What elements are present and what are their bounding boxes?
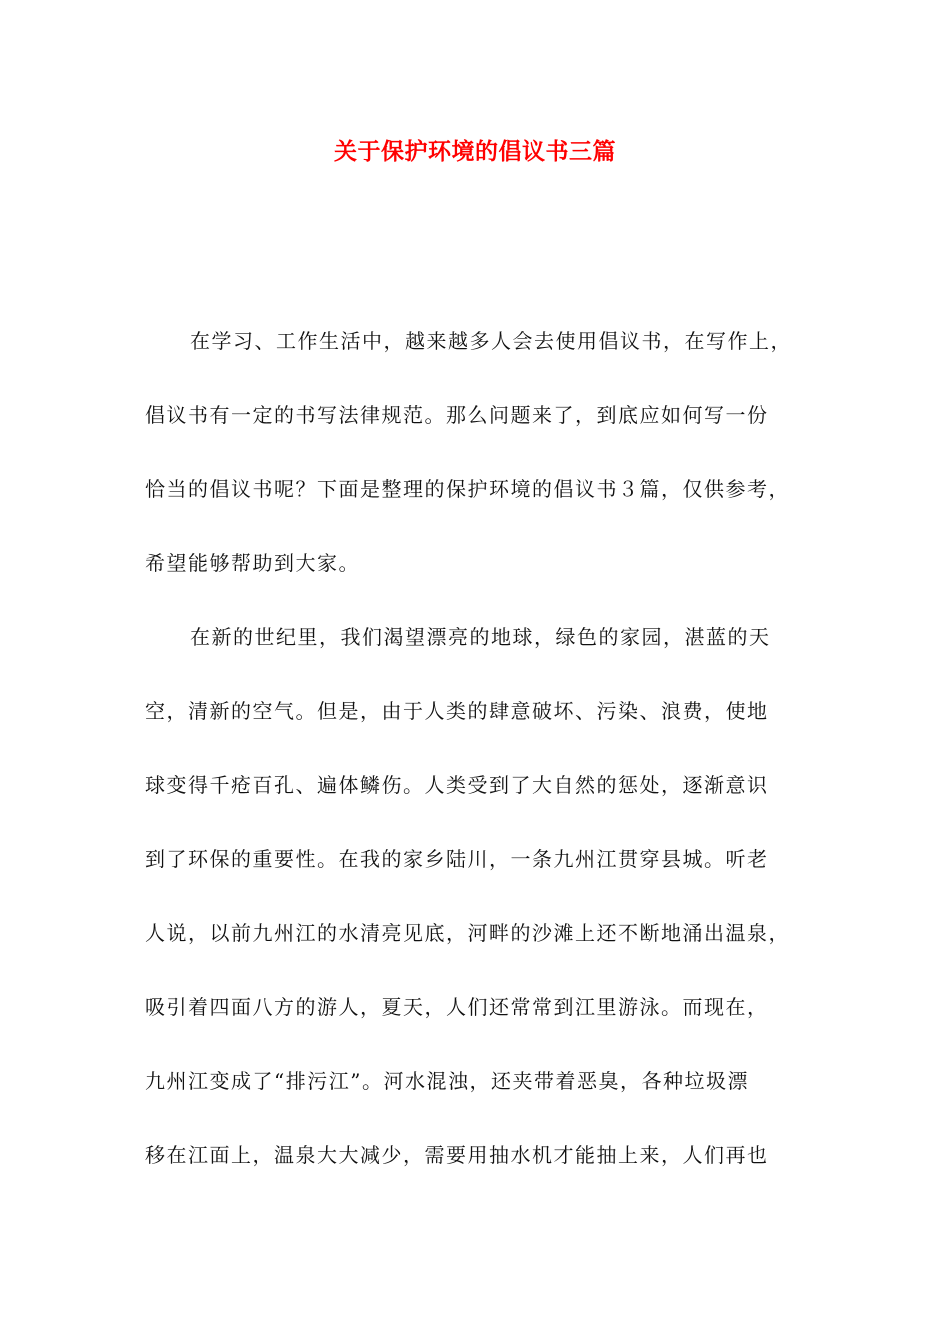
paragraph-2-line-5: 人说，以前九州江的水清亮见底，河畔的沙滩上还不断地涌出温泉， bbox=[145, 921, 790, 945]
paragraph-2-line-1: 在新的世纪里，我们渴望漂亮的地球，绿色的家园，湛蓝的天 bbox=[190, 625, 771, 649]
paragraph-1-line-3: 恰当的倡议书呢？下面是整理的保护环境的倡议书３篇，仅供参考， bbox=[145, 477, 790, 501]
paragraph-1-line-2: 倡议书有一定的书写法律规范。那么问题来了，到底应如何写一份 bbox=[145, 403, 769, 427]
paragraph-1-line-4: 希望能够帮助到大家。 bbox=[145, 551, 360, 575]
paragraph-2-line-7: 九州江变成了“排污江”。河水混浊，还夹带着恶臭，各种垃圾漂 bbox=[145, 1069, 749, 1093]
paragraph-2-line-3: 球变得千疮百孔、遍体鳞伤。人类受到了大自然的惩处，逐渐意识 bbox=[145, 773, 769, 797]
paragraph-2-line-8: 移在江面上，温泉大大减少，需要用抽水机才能抽上来，人们再也 bbox=[145, 1143, 769, 1167]
paragraph-2-line-6: 吸引着四面八方的游人，夏天，人们还常常到江里游泳。而现在， bbox=[145, 995, 769, 1019]
paragraph-1-line-1: 在学习、工作生活中，越来越多人会去使用倡议书，在写作上， bbox=[190, 329, 792, 353]
paragraph-2-line-2: 空，清新的空气。但是，由于人类的肆意破坏、污染、浪费，使地 bbox=[145, 699, 769, 723]
paragraph-2-line-4: 到了环保的重要性。在我的家乡陆川，一条九州江贯穿县城。听老 bbox=[145, 847, 769, 871]
document-title: 关于保护环境的倡议书三篇 bbox=[334, 138, 616, 165]
